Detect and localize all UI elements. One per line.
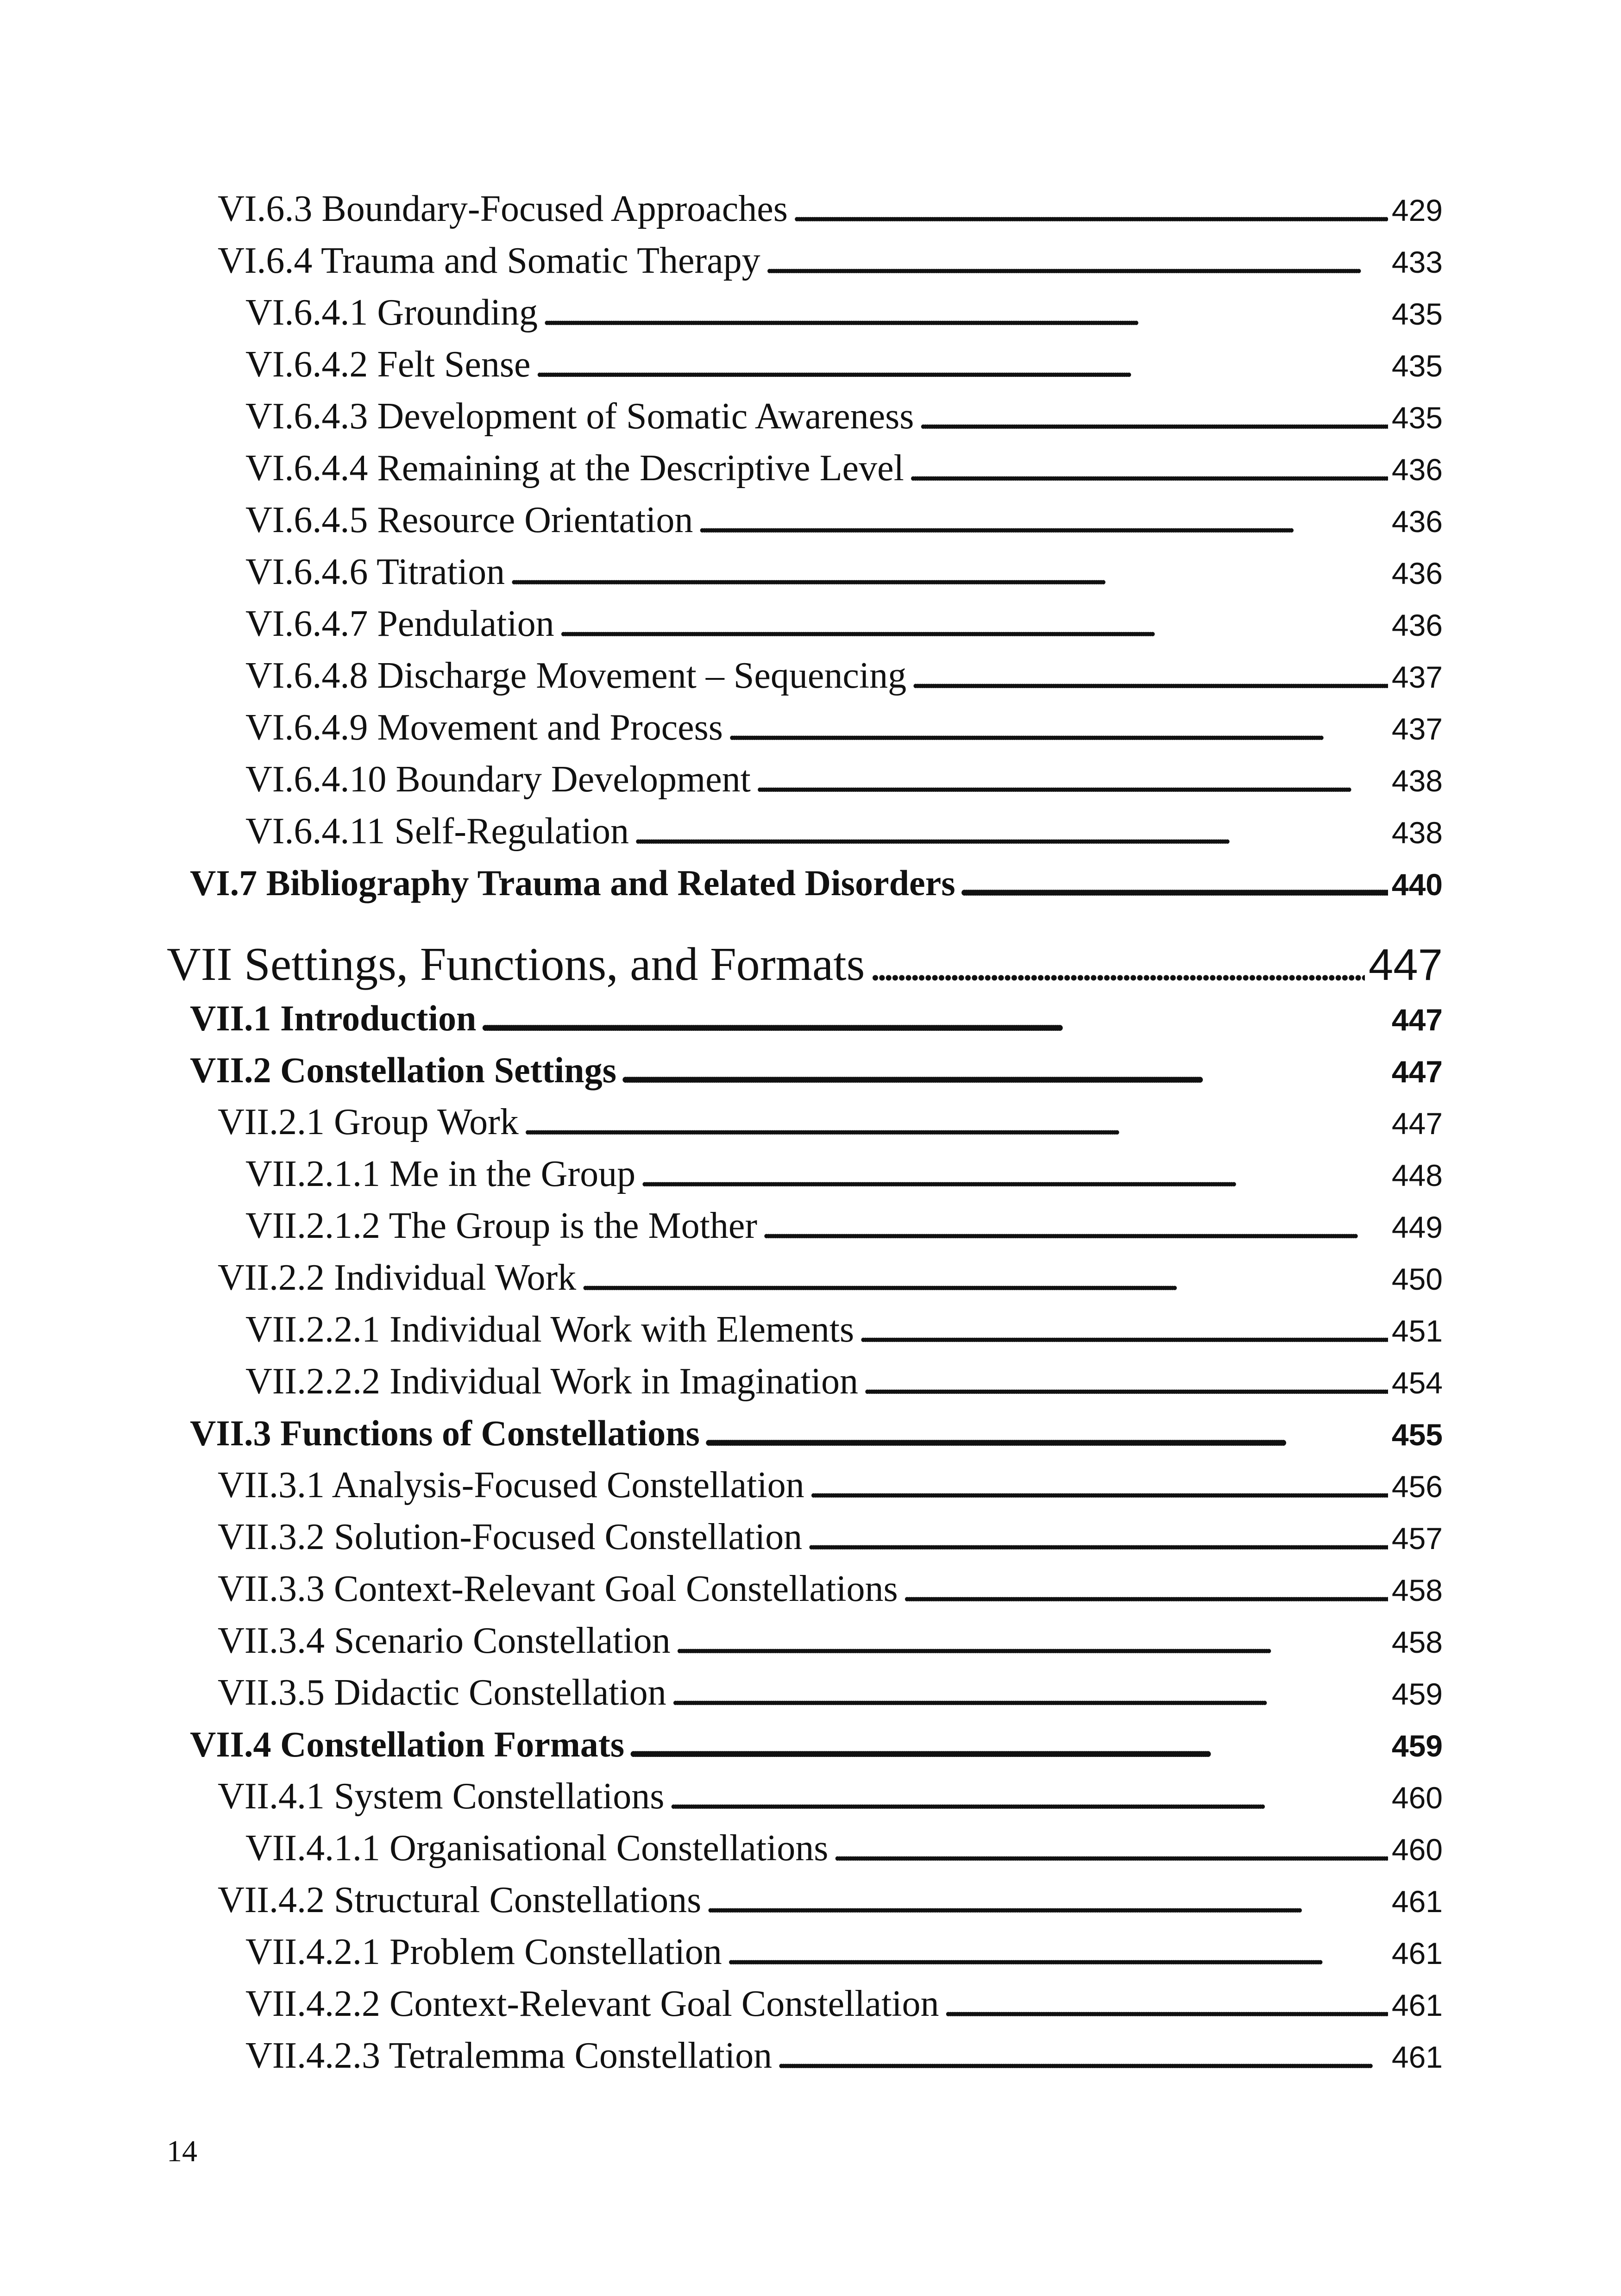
- toc-entry-title: VII.2.2.1 Individual Work with Elements: [245, 1309, 854, 1350]
- toc-entry-title: VII.4.2.1 Problem Constellation: [245, 1932, 722, 1972]
- dot-leader: [727, 1926, 1388, 1978]
- dot-leader: [640, 1148, 1388, 1200]
- toc-entry: [167, 1304, 1443, 1355]
- toc-entry: [167, 287, 1443, 339]
- toc-entry-page: 447: [1391, 1003, 1443, 1037]
- toc-entry-title: VII.3.5 Didactic Constellation: [218, 1672, 666, 1713]
- toc-entry: [167, 1667, 1443, 1719]
- toc-entry-page: 450: [1391, 1262, 1443, 1296]
- dot-leader: [621, 1044, 1388, 1096]
- dot-leader: [859, 1304, 1388, 1355]
- dot-leader: [509, 546, 1388, 598]
- dot-leader: [792, 183, 1388, 235]
- toc-entry-title: VII.3.3 Context-Relevant Goal Constellations: [218, 1568, 898, 1609]
- toc-entry: [167, 1252, 1443, 1304]
- toc-entry-title: VII.4.2.3 Tetralemma Constellation: [245, 2035, 773, 2076]
- toc-entry-title: VII.3.2 Solution-Focused Constellation: [218, 1517, 803, 1557]
- toc-entry-title: VI.6.4.11 Self-Regulation: [245, 811, 629, 852]
- toc-entry-page: 435: [1391, 349, 1443, 383]
- dot-leader: [918, 390, 1388, 442]
- dot-leader: [807, 1511, 1388, 1563]
- toc-entry-title: VII.2.1.2 The Group is the Mother: [245, 1205, 757, 1246]
- toc-chapter-heading: [167, 937, 1443, 992]
- dot-leader: [634, 805, 1388, 857]
- toc-entry: [167, 339, 1443, 390]
- toc-chapter-title: VII Settings, Functions, and Formats: [167, 938, 865, 991]
- dot-leader: [671, 1667, 1388, 1719]
- toc-entry-title: VI.7 Bibliography Trauma and Related Disorders: [190, 863, 955, 903]
- toc-entry-page: 436: [1391, 556, 1443, 590]
- toc-entry: [167, 805, 1443, 857]
- toc-entry: [167, 1563, 1443, 1615]
- dot-leader: [944, 1978, 1388, 2030]
- toc-entry: [167, 1822, 1443, 1874]
- page-number: 14: [167, 2134, 197, 2168]
- toc-entry-page: 429: [1391, 193, 1443, 227]
- toc-entry-page: 438: [1391, 816, 1443, 850]
- toc-entry: [167, 2030, 1443, 2082]
- toc-section-heading: [167, 1719, 1443, 1770]
- toc-entry: [167, 1770, 1443, 1822]
- toc-entry-title: VI.6.4.2 Felt Sense: [245, 344, 531, 385]
- toc-entry-page: 447: [1391, 1106, 1443, 1141]
- dot-leader: [777, 2030, 1388, 2082]
- dot-leader: [755, 753, 1388, 805]
- toc-entry-page: 458: [1391, 1573, 1443, 1607]
- toc-entry-page: 437: [1391, 712, 1443, 746]
- toc-entry: [167, 650, 1443, 702]
- dot-leader: [909, 442, 1388, 494]
- dot-leader: [728, 702, 1388, 753]
- toc-entry-page: 460: [1391, 1832, 1443, 1867]
- toc-entry-page: 459: [1391, 1677, 1443, 1711]
- toc-entry-page: 457: [1391, 1521, 1443, 1556]
- toc-entry-title: VI.6.4.3 Development of Somatic Awareness: [245, 396, 914, 437]
- dot-leader: [535, 339, 1388, 390]
- toc-section-heading: [167, 992, 1443, 1044]
- dot-leader: [559, 598, 1388, 650]
- toc-entry: [167, 1459, 1443, 1511]
- toc-entry-page: 438: [1391, 764, 1443, 798]
- toc-entry-page: 454: [1391, 1366, 1443, 1400]
- toc-entry-title: VII.2.2 Individual Work: [218, 1257, 577, 1298]
- dot-leader: [697, 494, 1388, 546]
- dot-leader: [809, 1459, 1388, 1511]
- toc-entry-page: 435: [1391, 401, 1443, 435]
- toc-entry-title: VII.4.2.2 Context-Relevant Goal Constellation: [245, 1983, 939, 2024]
- toc-entry-page: 460: [1391, 1781, 1443, 1815]
- toc-entry: [167, 1874, 1443, 1926]
- toc-entry-page: 461: [1391, 2040, 1443, 2074]
- dot-leader: [481, 992, 1388, 1044]
- table-of-contents: [167, 183, 1443, 2082]
- toc-entry-title: VI.6.4.10 Boundary Development: [245, 759, 751, 800]
- dot-leader: [704, 1407, 1388, 1459]
- dot-leader: [911, 650, 1388, 702]
- toc-entry: [167, 1615, 1443, 1667]
- toc-entry: [167, 1511, 1443, 1563]
- toc-entry: [167, 390, 1443, 442]
- toc-entry-page: 448: [1391, 1158, 1443, 1192]
- dot-leader: [869, 937, 1365, 992]
- toc-entry-page: 437: [1391, 660, 1443, 694]
- toc-entry-page: 461: [1391, 1936, 1443, 1970]
- toc-entry: [167, 494, 1443, 546]
- toc-entry-title: VI.6.4.1 Grounding: [245, 292, 538, 333]
- toc-entry: [167, 598, 1443, 650]
- toc-entry: [167, 1148, 1443, 1200]
- dot-leader: [960, 857, 1388, 909]
- toc-entry-title: VII.1 Introduction: [190, 998, 477, 1038]
- toc-entry-page: 451: [1391, 1314, 1443, 1348]
- dot-leader: [523, 1096, 1388, 1148]
- toc-entry-title: VI.6.4.8 Discharge Movement – Sequencing: [245, 655, 907, 696]
- toc-entry: [167, 546, 1443, 598]
- toc-entry-title: VII.4.1.1 Organisational Constellations: [245, 1828, 829, 1869]
- toc-entry-title: VII.2.2.2 Individual Work in Imagination: [245, 1361, 858, 1402]
- toc-entry-page: 461: [1391, 1884, 1443, 1919]
- toc-entry-title: VI.6.4.7 Pendulation: [245, 603, 554, 644]
- toc-chapter-page: 447: [1368, 940, 1443, 990]
- toc-entry-page: 449: [1391, 1210, 1443, 1244]
- dot-leader: [833, 1822, 1388, 1874]
- dot-leader: [675, 1615, 1388, 1667]
- toc-entry-title: VII.2.1.1 Me in the Group: [245, 1154, 636, 1194]
- toc-entry-title: VI.6.4.9 Movement and Process: [245, 707, 723, 748]
- dot-leader: [762, 1200, 1388, 1252]
- toc-entry-title: VI.6.4 Trauma and Somatic Therapy: [218, 240, 760, 281]
- toc-section-heading: [167, 1407, 1443, 1459]
- toc-entry-title: VII.3 Functions of Constellations: [190, 1413, 700, 1453]
- toc-entry-title: VII.4 Constellation Formats: [190, 1724, 625, 1764]
- toc-section-heading: [167, 1044, 1443, 1096]
- toc-entry: [167, 702, 1443, 753]
- dot-leader: [765, 235, 1388, 287]
- dot-leader: [581, 1252, 1388, 1304]
- toc-entry: [167, 442, 1443, 494]
- toc-entry-page: 458: [1391, 1625, 1443, 1659]
- toc-entry-title: VI.6.4.5 Resource Orientation: [245, 500, 693, 540]
- dot-leader: [863, 1355, 1388, 1407]
- toc-entry-title: VII.2.1 Group Work: [218, 1102, 519, 1142]
- dot-leader: [629, 1719, 1388, 1770]
- dot-leader: [669, 1770, 1388, 1822]
- toc-entry-page: 447: [1391, 1054, 1443, 1089]
- toc-entry: [167, 1200, 1443, 1252]
- toc-entry-page: 456: [1391, 1469, 1443, 1504]
- toc-entry: [167, 1926, 1443, 1978]
- toc-section-heading: [167, 857, 1443, 909]
- toc-entry-title: VI.6.4.6 Titration: [245, 552, 505, 592]
- toc-entry-page: 436: [1391, 452, 1443, 487]
- toc-entry-page: 435: [1391, 297, 1443, 331]
- toc-entry: [167, 235, 1443, 287]
- toc-entry-title: VII.4.1 System Constellations: [218, 1776, 665, 1817]
- toc-entry-page: 455: [1391, 1418, 1443, 1452]
- toc-entry-page: 433: [1391, 245, 1443, 279]
- toc-entry: [167, 753, 1443, 805]
- toc-entry-title: VI.6.4.4 Remaining at the Descriptive Level: [245, 448, 904, 489]
- toc-entry: [167, 1355, 1443, 1407]
- toc-entry-title: VII.3.4 Scenario Constellation: [218, 1620, 671, 1661]
- toc-entry-title: VII.3.1 Analysis-Focused Constellation: [218, 1465, 804, 1506]
- toc-entry-page: 436: [1391, 504, 1443, 539]
- toc-entry-title: VII.4.2 Structural Constellations: [218, 1880, 702, 1920]
- toc-entry: [167, 183, 1443, 235]
- dot-leader: [706, 1874, 1388, 1926]
- toc-entry-page: 436: [1391, 608, 1443, 642]
- toc-entry-page: 461: [1391, 1988, 1443, 2022]
- dot-leader: [903, 1563, 1388, 1615]
- toc-entry-title: VI.6.3 Boundary-Focused Approaches: [218, 188, 788, 229]
- toc-entry-title: VII.2 Constellation Settings: [190, 1050, 616, 1090]
- toc-entry: [167, 1096, 1443, 1148]
- dot-leader: [542, 287, 1388, 339]
- toc-entry: [167, 1978, 1443, 2030]
- toc-entry-page: 459: [1391, 1729, 1443, 1763]
- toc-entry-page: 440: [1391, 867, 1443, 902]
